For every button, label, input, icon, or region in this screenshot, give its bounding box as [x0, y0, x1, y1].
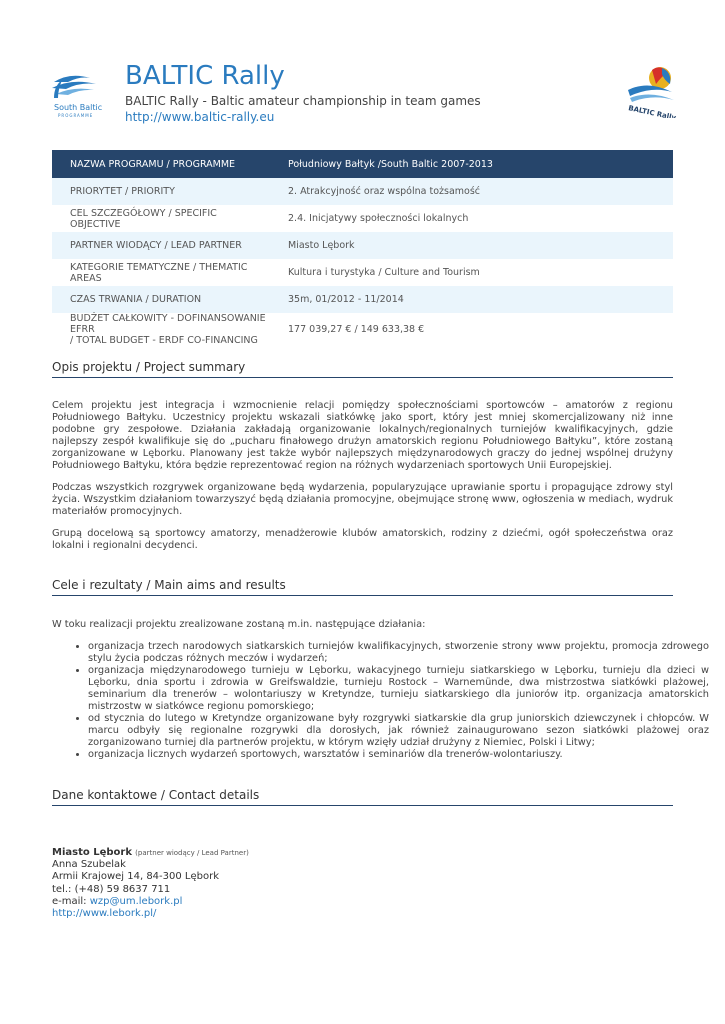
project-info-table: [52, 150, 673, 346]
summary-paragraph-3: Grupą docelową są sportowcy amatorzy, menadżerowie klubów amatorskich, rodziny z dziećmi, ogół społeczeństwa oraz lokalni i regionalni decydenci.: [52, 528, 673, 551]
baltic-rally-logo: [622, 62, 678, 118]
contact-heading: Dane kontaktowe / Contact details: [52, 788, 673, 806]
info-value: Miasto Lębork: [270, 232, 673, 259]
aims-list: [52, 641, 709, 761]
table-row: [52, 259, 673, 286]
summary-paragraph-2: Podczas wszystkich rozgrywek organizowane będą wydarzenia, popularyzujące uprawianie sportu i propagujące zdrowy styl życia. Wszystkim działaniom towarzyszyć będą działania promocyjne, obejmujące stronę www, ogłoszenia w mediach, wydruk materiałów promocyjnych.: [52, 482, 673, 517]
email-link[interactable]: wzp@um.lebork.pl: [89, 895, 183, 907]
svg-text:South Baltic: South Baltic: [54, 103, 103, 112]
info-key: [52, 313, 270, 346]
info-value: 2. Atrakcyjność oraz wspólna tożsamość: [270, 178, 673, 205]
info-key: CZAS TRWANIA / DURATION: [52, 286, 270, 313]
website-link[interactable]: http://www.lebork.pl/: [52, 908, 157, 920]
list-item: • od stycznia do lutego w Kretyndze organizowane były rozgrywki siatkarskie dla grup juniorskich dziewczynek i chłopców. W marcu odbyły się regionalne rozgrywki dla dorosłych, jak również zainaugurowano sezon siatkówki plażowej oraz zorganizowano turniej dla partnerów projektu, w którym wzięły udział drużyny z Niemiec, Polski i Litwy;: [88, 713, 709, 749]
page-subtitle: BALTIC Rally - Baltic amateur championship in team games: [125, 94, 481, 108]
header: [50, 60, 675, 130]
table-row: [52, 232, 673, 259]
info-key-line2: / TOTAL BUDGET - ERDF CO-FINANCING: [70, 335, 258, 346]
info-value: 2.4. Inicjatywy społeczności lokalnych: [288, 213, 469, 224]
contact-role: (partner wiodący / Lead Partner): [135, 849, 249, 857]
list-item: • organizacja międzynarodowego turnieju w Lęborku, wakacyjnego turnieju siatkarskiego w Lęborku, turnieju dla dzieci w Lęborku, dnia sportu i zdrowia w Greifswaldzie, turnieju Rostock – Warnemünde, dwa mistrzostwa siatkówki plażowej, seminarium dla trenerów – wolontariuszy w Kretyndze, turnieju siatkarskiego dla juniorów itp. organizacja amatorskich mistrzostw w siatkówce regionu pomorskiego;: [88, 665, 709, 713]
aims-intro: W toku realizacji projektu zrealizowane zostaną m.in. następujące działania:: [52, 619, 426, 630]
contact-details: [52, 847, 249, 920]
info-key: PARTNER WIODĄCY / LEAD PARTNER: [52, 232, 270, 259]
contact-address: Armii Krajowej 14, 84-300 Lębork: [52, 871, 220, 883]
table-row: [52, 150, 673, 178]
title-block: [125, 60, 481, 125]
contact-person: Anna Szubelak: [52, 859, 126, 871]
info-key: KATEGORIE TEMATYCZNE / THEMATIC AREAS: [70, 261, 248, 284]
svg-text:BALTIC Rally: BALTIC Rally: [627, 104, 677, 118]
south-baltic-logo: [50, 68, 110, 120]
list-item: • organizacja licznych wydarzeń sportowych, warsztatów i seminariów dla trenerów-wolontariuszy.: [88, 749, 709, 761]
contact-phone: tel.: (+48) 59 8637 711: [52, 883, 171, 895]
page-title: BALTIC Rally: [125, 61, 285, 91]
svg-text:PROGRAMME: PROGRAMME: [58, 113, 94, 118]
contact-name: Miasto Lębork: [52, 847, 132, 858]
table-row: [52, 313, 673, 346]
info-key-line1: BUDŻET CAŁKOWITY - DOFINANSOWANIE EFRR: [70, 313, 266, 335]
table-row: [52, 178, 673, 205]
summary-paragraph-1: Celem projektu jest integracja i wzmocnienie relacji pomiędzy społecznościami sportowców – amatorów z regionu Południowego Bałtyku. Uczestnicy projektu wskazali siatkówkę jako sport, który jest mniej skomercjalizowany niż inne podobne gry zespołowe. Działania zakładają organizowanie lokalnych/regionalnych turniejów kwalifikacyjnych, gdzie najlepszy zespół kwalifikuje się do „pucharu finałowego drużyn amatorskich regionu Południowego Bałtyku”, które zostaną zorganizowane w Lęborku. Planowany jest także wybór najlepszych międzynarodowych graczy do jednej wspólnej drużyny Południowego Bałtyku, która będzie reprezentować region na różnych wydarzeniach sportowych Unii Europejskiej.: [52, 400, 673, 471]
summary-heading: Opis projektu / Project summary: [52, 360, 673, 378]
info-key: NAZWA PROGRAMU / PROGRAMME: [52, 150, 270, 178]
info-key: PRIORYTET / PRIORITY: [52, 178, 270, 205]
info-key: CEL SZCZEGÓŁOWY / SPECIFIC OBJECTIVE: [70, 207, 217, 230]
table-row: [52, 286, 673, 313]
project-url-link[interactable]: http://www.baltic-rally.eu: [125, 110, 275, 124]
info-value: 35m, 01/2012 - 11/2014: [270, 286, 673, 313]
info-value: Kultura i turystyka / Culture and Tourism: [288, 267, 480, 278]
list-item: • organizacja trzech narodowych siatkarskich turniejów kwalifikacyjnych, stworzenie strony www projektu, promocja zdrowego stylu życia podczas różnych meczów i wydarzeń;: [88, 641, 709, 665]
table-row: [52, 205, 673, 232]
aims-heading: Cele i rezultaty / Main aims and results: [52, 578, 673, 596]
info-value: Południowy Bałtyk /South Baltic 2007-2013: [270, 150, 673, 178]
email-label: e-mail:: [52, 895, 90, 907]
info-value: 177 039,27 € / 149 633,38 €: [288, 324, 425, 335]
